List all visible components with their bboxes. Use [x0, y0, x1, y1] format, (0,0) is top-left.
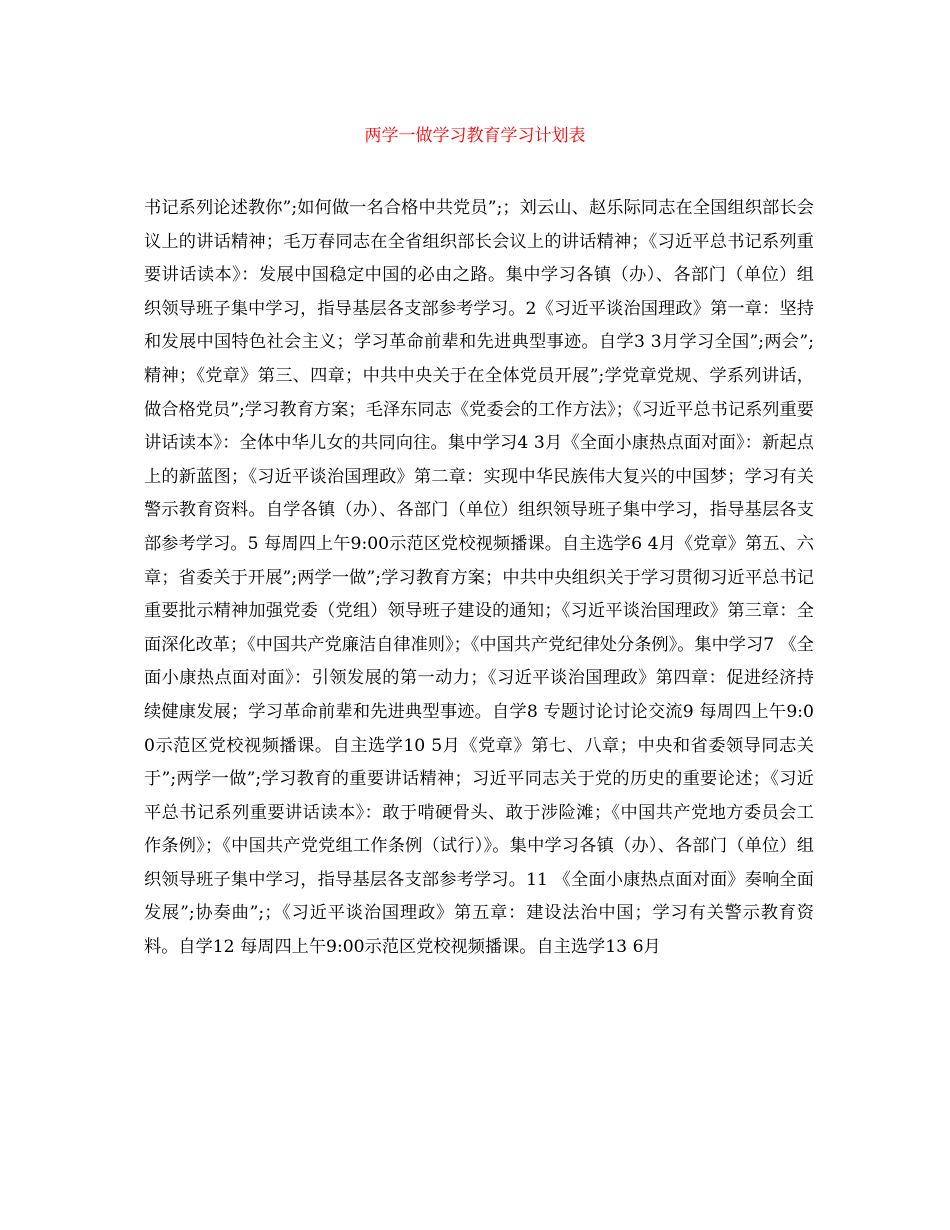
document-body-text: 书记系列论述教你”;如何做一名合格中共党员”;；刘云山、赵乐际同志在全国组织部长会议上的讲话精神；毛万春同志在全省组织部长会议上的讲话精神；《习近平总书记系列重要讲话读本》：发展中国稳定中国的必由之路。集中学习各镇（办）、各部门（单位）组织领导班子集中学习，指导基层各支部参考学习。2《习近平谈治国理政》第一章：坚持和发展中国特色社会主义；学习革命前辈和先进典型事迹。自学3 3月学习全国”;两会”;精神；《党章》第三、四章；中共中央关于在全体党员开展”;学党章党规、学系列讲话，做合格党员”;学习教育方案；毛泽东同志《党委会的工作方法》；《习近平总书记系列重要讲话读本》：全体中华儿女的共同向往。集中学习4 3月《全面小康热点面对面》：新起点上的新蓝图；《习近平谈治国理政》第二章：实现中华民族伟大复兴的中国梦；学习有关警示教育资料。自学各镇（办）、各部门（单位）组织领导班子集中学习，指导基层各支部参考学习。5 每周四上午9:00示范区党校视频播课。自主选学6 4月《党章》第五、六章；省委关于开展”;两学一做”;学习教育方案；中共中央组织关于学习贯彻习近平总书记重要批示精神加强党委（党组）领导班子建设的通知；《习近平谈治国理政》第三章：全面深化改革；《中国共产党廉洁自律准则》；《中国共产党纪律处分条例》。集中学习7 《全面小康热点面对面》：引领发展的第一动力；《习近平谈治国理政》第四章：促进经济持续健康发展；学习革命前辈和先进典型事迹。自学8 专题讨论讨论交流9 每周四上午9:00示范区党校视频播课。自主选学10 5月《党章》第七、八章；中央和省委领导同志关于”;两学一做”;学习教育的重要讲话精神；习近平同志关于党的历史的重要论述；《习近平总书记系列重要讲话读本》：敢于啃硬骨头、敢于涉险滩；《中国共产党地方委员会工作条例》；《中国共产党党组工作条例（试行）》。集中学习各镇（办）、各部门（单位）组织领导班子集中学习，指导基层各支部参考学习。11 《全面小康热点面对面》奏响全面发展”;协奏曲”;；《习近平谈治国理政》第五章：建设法治中国；学习有关警示教育资料。自学12 每周四上午9:00示范区党校视频播课。自主选学13 6月: [144, 198, 814, 958]
document-title: 两学一做学习教育学习计划表: [364, 126, 586, 146]
